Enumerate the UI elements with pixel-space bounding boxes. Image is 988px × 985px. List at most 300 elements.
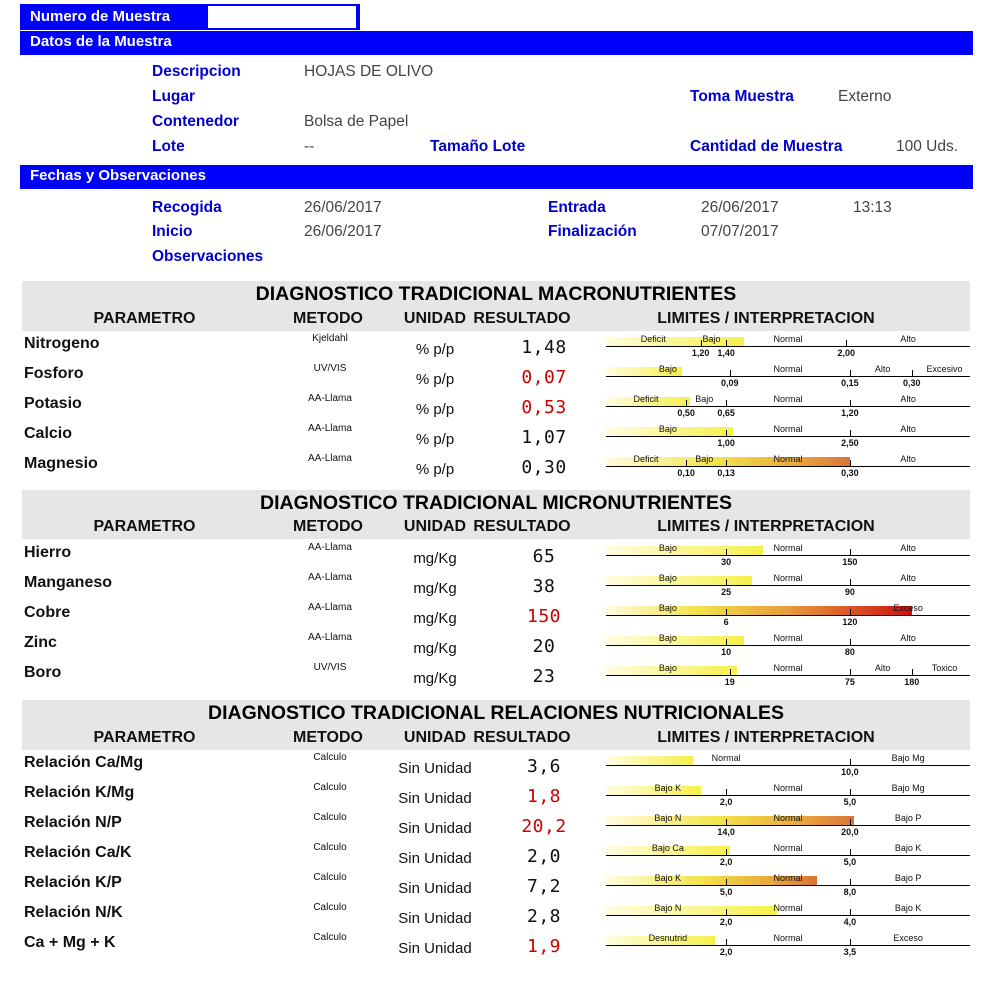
gauge-tick-value: 1,20 bbox=[841, 408, 859, 418]
gauge-zone-label: Bajo bbox=[658, 543, 677, 553]
interpretation-gauge bbox=[606, 602, 970, 632]
gauge-axis bbox=[606, 675, 970, 676]
gauge-tick bbox=[726, 460, 727, 467]
gauge-tick bbox=[850, 759, 851, 766]
cantidad-label: Cantidad de Muestra bbox=[690, 138, 843, 155]
gauge-tick bbox=[726, 819, 727, 826]
gauge-tick-value: 0,30 bbox=[902, 378, 921, 388]
toma-muestra-value: Externo bbox=[838, 88, 892, 105]
gauge-zone-label: Bajo bbox=[658, 424, 677, 434]
interpretation-gauge bbox=[606, 423, 970, 453]
parameter-name: Calcio bbox=[24, 425, 73, 442]
gauge-tick bbox=[912, 669, 913, 676]
result-value: 1,48 bbox=[521, 337, 567, 358]
table-row bbox=[0, 752, 988, 782]
unit: mg/Kg bbox=[413, 610, 457, 627]
method: UV/VIS bbox=[313, 662, 347, 673]
gauge-tick bbox=[850, 909, 851, 916]
interpretation-gauge bbox=[606, 632, 970, 662]
gauge-zone-label: Bajo bbox=[658, 663, 677, 673]
gauge-tick-value: 2,00 bbox=[837, 348, 855, 358]
table-row bbox=[0, 363, 988, 393]
gauge-axis bbox=[606, 466, 970, 467]
gauge-axis bbox=[606, 346, 970, 347]
entrada-label: Entrada bbox=[548, 199, 606, 216]
interpretation-gauge bbox=[606, 393, 970, 423]
interpretation-gauge bbox=[606, 572, 970, 602]
result-value: 0,07 bbox=[521, 367, 567, 388]
gauge-axis bbox=[606, 825, 970, 826]
gauge-zone-label: Normal bbox=[773, 633, 803, 643]
gauge-bar bbox=[606, 786, 701, 795]
gauge-zone-label: Bajo bbox=[658, 603, 677, 613]
gauge-axis bbox=[606, 885, 970, 886]
gauge-zone-label: Alto bbox=[900, 633, 916, 643]
col-metodo: METODO bbox=[293, 518, 363, 535]
unit: mg/Kg bbox=[413, 580, 457, 597]
gauge-zone-label: Alto bbox=[874, 663, 891, 673]
unit: Sin Unidad bbox=[398, 880, 472, 897]
gauge-tick-value: 6 bbox=[723, 617, 729, 627]
table-row bbox=[0, 333, 988, 363]
unit: Sin Unidad bbox=[398, 790, 472, 807]
result-value: 3,6 bbox=[526, 756, 561, 777]
gauge-zone-label: Bajo Mg bbox=[891, 783, 925, 793]
result-value: 1,07 bbox=[521, 427, 567, 448]
gauge-tick bbox=[850, 939, 851, 946]
gauge-tick-value: 0,30 bbox=[841, 468, 859, 478]
method: Calculo bbox=[313, 932, 347, 943]
gauge-tick-value: 120 bbox=[842, 617, 858, 627]
gauge-tick bbox=[850, 400, 851, 407]
parameter-name: Zinc bbox=[24, 634, 57, 651]
result-value: 20 bbox=[532, 636, 556, 657]
gauge-zone-label: Deficit bbox=[633, 454, 659, 464]
interpretation-gauge bbox=[606, 932, 970, 962]
interpretation-gauge bbox=[606, 363, 970, 393]
gauge-zone-label: Normal bbox=[773, 843, 803, 853]
method: Calculo bbox=[313, 782, 347, 793]
col-limites: LIMITES / INTERPRETACION bbox=[657, 310, 875, 327]
interpretation-gauge bbox=[606, 453, 970, 483]
unit: % p/p bbox=[415, 401, 455, 418]
dates-label: Fechas y Observaciones bbox=[30, 167, 206, 184]
gauge-tick bbox=[730, 669, 731, 676]
gauge-tick-value: 2,0 bbox=[719, 857, 733, 867]
gauge-axis bbox=[606, 406, 970, 407]
gauge-zone-label: Normal bbox=[711, 753, 741, 763]
gauge-tick-value: 30 bbox=[721, 557, 732, 567]
col-resultado: RESULTADO bbox=[473, 310, 571, 327]
gauge-bar bbox=[606, 606, 912, 615]
unit: Sin Unidad bbox=[398, 850, 472, 867]
gauge-bar bbox=[606, 337, 744, 346]
table-header bbox=[22, 726, 970, 750]
gauge-zone-label: Alto bbox=[900, 543, 916, 553]
table-header bbox=[22, 307, 970, 331]
gauge-bar bbox=[606, 756, 693, 765]
section-title: DIAGNOSTICO TRADICIONAL RELACIONES NUTRICIONALES bbox=[22, 700, 970, 726]
sample-number-label: Numero de Muestra bbox=[30, 8, 171, 25]
col-unidad: UNIDAD bbox=[403, 310, 467, 327]
parameter-name: Relación Ca/Mg bbox=[24, 754, 144, 771]
parameter-name: Manganeso bbox=[24, 574, 113, 591]
gauge-tick bbox=[726, 939, 727, 946]
gauge-tick-value: 150 bbox=[842, 557, 858, 567]
observaciones-label: Observaciones bbox=[152, 248, 264, 265]
gauge-tick-value: 0,13 bbox=[717, 468, 735, 478]
gauge-tick bbox=[726, 879, 727, 886]
gauge-tick bbox=[850, 849, 851, 856]
entrada-hora: 13:13 bbox=[853, 199, 892, 216]
table-row bbox=[0, 423, 988, 453]
gauge-axis bbox=[606, 585, 970, 586]
unit: % p/p bbox=[415, 371, 455, 388]
table-row bbox=[0, 393, 988, 423]
method: Calculo bbox=[313, 812, 347, 823]
gauge-tick bbox=[850, 879, 851, 886]
sample-number-field[interactable] bbox=[206, 4, 358, 30]
gauge-tick-value: 20,0 bbox=[841, 827, 859, 837]
gauge-tick-value: 8,0 bbox=[843, 887, 857, 897]
table-header bbox=[22, 515, 970, 539]
gauge-tick bbox=[726, 639, 727, 646]
parameter-name: Ca + Mg + K bbox=[24, 934, 116, 951]
gauge-tick bbox=[850, 430, 851, 437]
table-row bbox=[0, 632, 988, 662]
table-row bbox=[0, 872, 988, 902]
gauge-tick-value: 90 bbox=[844, 587, 855, 597]
gauge-tick-value: 1,40 bbox=[717, 348, 735, 358]
gauge-tick-value: 1,20 bbox=[691, 348, 710, 358]
gauge-tick bbox=[726, 909, 727, 916]
gauge-tick bbox=[850, 789, 851, 796]
gauge-tick-value: 1,00 bbox=[717, 438, 735, 448]
gauge-zone-label: Deficit bbox=[633, 394, 659, 404]
method: AA-Llama bbox=[308, 423, 352, 434]
gauge-zone-label: Alto bbox=[900, 454, 916, 464]
method: AA-Llama bbox=[308, 393, 352, 404]
gauge-tick-value: 0,09 bbox=[720, 378, 739, 388]
gauge-zone-label: Deficit bbox=[640, 334, 666, 344]
gauge-zone-label: Desnutrid bbox=[648, 933, 688, 943]
gauge-axis bbox=[606, 855, 970, 856]
gauge-tick bbox=[850, 669, 851, 676]
gauge-zone-label: Normal bbox=[773, 424, 803, 434]
interpretation-gauge bbox=[606, 782, 970, 812]
gauge-zone-label: Bajo bbox=[658, 364, 677, 374]
gauge-tick bbox=[726, 430, 727, 437]
col-unidad: UNIDAD bbox=[403, 518, 467, 535]
gauge-bar bbox=[606, 816, 854, 825]
col-limites: LIMITES / INTERPRETACION bbox=[657, 729, 875, 746]
result-value: 2,0 bbox=[526, 846, 561, 867]
unit: Sin Unidad bbox=[398, 760, 472, 777]
result-value: 7,2 bbox=[526, 876, 561, 897]
gauge-tick-value: 10 bbox=[721, 647, 732, 657]
gauge-tick-value: 5,0 bbox=[843, 857, 857, 867]
gauge-axis bbox=[606, 645, 970, 646]
col-parametro: PARAMETRO bbox=[93, 729, 196, 746]
gauge-tick bbox=[726, 579, 727, 586]
gauge-zone-label: Normal bbox=[773, 933, 803, 943]
result-value: 38 bbox=[532, 576, 556, 597]
gauge-tick-value: 180 bbox=[904, 677, 920, 687]
table-row bbox=[0, 932, 988, 962]
table-row bbox=[0, 572, 988, 602]
gauge-tick bbox=[846, 340, 847, 347]
gauge-axis bbox=[606, 376, 970, 377]
section-title: DIAGNOSTICO TRADICIONAL MICRONUTRIENTES bbox=[22, 490, 970, 516]
gauge-tick bbox=[686, 400, 687, 407]
gauge-zone-label: Bajo K bbox=[894, 903, 922, 913]
gauge-zone-label: Exceso bbox=[893, 933, 923, 943]
gauge-zone-label: Normal bbox=[773, 364, 803, 374]
col-unidad: UNIDAD bbox=[403, 729, 467, 746]
gauge-zone-label: Bajo K bbox=[894, 843, 922, 853]
gauge-axis bbox=[606, 795, 970, 796]
gauge-bar bbox=[606, 546, 763, 555]
tamano-lote-label: Tamaño Lote bbox=[430, 138, 526, 155]
parameter-name: Relación N/K bbox=[24, 904, 123, 921]
gauge-zone-label: Bajo N bbox=[654, 813, 682, 823]
table-row bbox=[0, 842, 988, 872]
unit: mg/Kg bbox=[413, 670, 457, 687]
gauge-zone-label: Bajo bbox=[658, 633, 677, 643]
table-row bbox=[0, 812, 988, 842]
gauge-zone-label: Bajo bbox=[695, 394, 714, 404]
gauge-zone-label: Normal bbox=[773, 394, 803, 404]
sample-data-label: Datos de la Muestra bbox=[30, 33, 172, 50]
col-limites: LIMITES / INTERPRETACION bbox=[657, 518, 875, 535]
interpretation-gauge bbox=[606, 872, 970, 902]
unit: % p/p bbox=[415, 461, 455, 478]
inicio-label: Inicio bbox=[152, 223, 193, 240]
interpretation-gauge bbox=[606, 812, 970, 842]
gauge-tick-value: 2,50 bbox=[841, 438, 859, 448]
gauge-zone-label: Bajo K bbox=[654, 783, 682, 793]
gauge-zone-label: Normal bbox=[773, 334, 803, 344]
gauge-zone-label: Bajo bbox=[658, 573, 677, 583]
col-resultado: RESULTADO bbox=[473, 729, 571, 746]
gauge-tick-value: 2,0 bbox=[719, 917, 733, 927]
unit: % p/p bbox=[415, 341, 455, 358]
method: Calculo bbox=[313, 842, 347, 853]
gauge-tick bbox=[726, 609, 727, 616]
result-value: 0,53 bbox=[521, 397, 567, 418]
gauge-zone-label: Bajo P bbox=[894, 873, 922, 883]
table-row bbox=[0, 453, 988, 483]
contenedor-label: Contenedor bbox=[152, 113, 239, 130]
gauge-tick-value: 3,5 bbox=[843, 947, 857, 957]
gauge-tick-value: 25 bbox=[721, 587, 732, 597]
gauge-tick-value: 4,0 bbox=[843, 917, 857, 927]
table-row bbox=[0, 902, 988, 932]
gauge-tick-value: 10,0 bbox=[841, 767, 859, 777]
gauge-tick bbox=[701, 340, 702, 347]
gauge-tick-value: 0,50 bbox=[677, 408, 695, 418]
section-title: DIAGNOSTICO TRADICIONAL MACRONUTRIENTES bbox=[22, 281, 970, 307]
gauge-axis bbox=[606, 945, 970, 946]
parameter-name: Cobre bbox=[24, 604, 71, 621]
sample-data-bar bbox=[20, 31, 973, 55]
unit: mg/Kg bbox=[413, 640, 457, 657]
unit: Sin Unidad bbox=[398, 910, 472, 927]
lote-label: Lote bbox=[152, 138, 185, 155]
gauge-tick bbox=[850, 819, 851, 826]
lote-value: -- bbox=[304, 138, 315, 155]
gauge-tick bbox=[850, 460, 851, 467]
gauge-zone-label: Normal bbox=[773, 903, 803, 913]
table-row bbox=[0, 602, 988, 632]
parameter-name: Relación N/P bbox=[24, 814, 122, 831]
gauge-tick-value: 75 bbox=[844, 677, 855, 687]
parameter-name: Hierro bbox=[24, 544, 72, 561]
result-value: 0,30 bbox=[521, 457, 567, 478]
gauge-zone-label: Normal bbox=[773, 783, 803, 793]
method: AA-Llama bbox=[308, 542, 352, 553]
col-metodo: METODO bbox=[293, 729, 363, 746]
gauge-tick-value: 14,0 bbox=[717, 827, 735, 837]
gauge-zone-label: Bajo K bbox=[654, 873, 682, 883]
gauge-axis bbox=[606, 915, 970, 916]
parameter-name: Fosforo bbox=[24, 365, 84, 382]
interpretation-gauge bbox=[606, 902, 970, 932]
result-value: 150 bbox=[526, 606, 561, 627]
dates-bar bbox=[20, 165, 973, 189]
method: AA-Llama bbox=[308, 632, 352, 643]
descripcion-label: Descripcion bbox=[152, 63, 241, 80]
gauge-tick bbox=[726, 849, 727, 856]
col-metodo: METODO bbox=[293, 310, 363, 327]
table-row bbox=[0, 662, 988, 692]
col-parametro: PARAMETRO bbox=[93, 310, 196, 327]
method: AA-Llama bbox=[308, 602, 352, 613]
toma-muestra-label: Toma Muestra bbox=[690, 88, 794, 105]
gauge-tick bbox=[850, 579, 851, 586]
unit: mg/Kg bbox=[413, 550, 457, 567]
gauge-zone-label: Exceso bbox=[893, 603, 923, 613]
gauge-zone-label: Alto bbox=[874, 364, 891, 374]
gauge-tick bbox=[726, 549, 727, 556]
parameter-name: Magnesio bbox=[24, 455, 98, 472]
gauge-tick-value: 2,0 bbox=[719, 797, 733, 807]
parameter-name: Nitrogeno bbox=[24, 335, 100, 352]
gauge-axis bbox=[606, 555, 970, 556]
gauge-tick bbox=[850, 549, 851, 556]
gauge-zone-label: Normal bbox=[773, 454, 803, 464]
interpretation-gauge bbox=[606, 333, 970, 363]
method: Calculo bbox=[313, 752, 347, 763]
parameter-name: Boro bbox=[24, 664, 62, 681]
gauge-bar bbox=[606, 576, 752, 585]
gauge-zone-label: Normal bbox=[773, 543, 803, 553]
method: AA-Llama bbox=[308, 453, 352, 464]
method: Calculo bbox=[313, 902, 347, 913]
lugar-label: Lugar bbox=[152, 88, 196, 105]
interpretation-gauge bbox=[606, 752, 970, 782]
gauge-tick bbox=[726, 340, 727, 347]
entrada-value: 26/06/2017 bbox=[701, 199, 779, 216]
cantidad-value: 100 Uds. bbox=[896, 138, 959, 155]
gauge-zone-label: Alto bbox=[900, 334, 916, 344]
gauge-tick bbox=[726, 400, 727, 407]
gauge-tick-value: 5,0 bbox=[719, 887, 733, 897]
col-parametro: PARAMETRO bbox=[93, 518, 196, 535]
gauge-tick-value: 80 bbox=[844, 647, 855, 657]
parameter-name: Potasio bbox=[24, 395, 82, 412]
unit: Sin Unidad bbox=[398, 940, 472, 957]
gauge-tick bbox=[850, 609, 851, 616]
gauge-tick bbox=[726, 789, 727, 796]
gauge-zone-label: Bajo bbox=[702, 334, 721, 344]
col-resultado: RESULTADO bbox=[473, 518, 571, 535]
gauge-tick-value: 5,0 bbox=[843, 797, 857, 807]
result-value: 20,2 bbox=[521, 816, 567, 837]
table-row bbox=[0, 542, 988, 572]
gauge-zone-label: Normal bbox=[773, 573, 803, 583]
gauge-zone-label: Bajo bbox=[695, 454, 714, 464]
finalizacion-label: Finalización bbox=[548, 223, 637, 240]
gauge-zone-label: Normal bbox=[773, 663, 803, 673]
gauge-tick bbox=[850, 639, 851, 646]
interpretation-gauge bbox=[606, 542, 970, 572]
recogida-label: Recogida bbox=[152, 199, 222, 216]
gauge-tick-value: 19 bbox=[724, 677, 735, 687]
gauge-zone-label: Bajo N bbox=[654, 903, 682, 913]
finalizacion-value: 07/07/2017 bbox=[701, 223, 779, 240]
gauge-tick-value: 0,15 bbox=[841, 378, 859, 388]
unit: % p/p bbox=[415, 431, 455, 448]
method: Calculo bbox=[313, 872, 347, 883]
gauge-zone-label: Bajo P bbox=[894, 813, 922, 823]
method: UV/VIS bbox=[313, 363, 347, 374]
unit: Sin Unidad bbox=[398, 820, 472, 837]
gauge-bar bbox=[606, 906, 777, 915]
gauge-zone-label: Normal bbox=[773, 873, 803, 883]
result-value: 23 bbox=[532, 666, 556, 687]
gauge-zone-label: Toxico bbox=[931, 663, 958, 673]
gauge-zone-label: Excesivo bbox=[926, 364, 963, 374]
gauge-axis bbox=[606, 615, 970, 616]
result-value: 1,9 bbox=[526, 936, 561, 957]
gauge-zone-label: Bajo Ca bbox=[651, 843, 684, 853]
gauge-zone-label: Alto bbox=[900, 394, 916, 404]
table-row bbox=[0, 782, 988, 812]
method: AA-Llama bbox=[308, 572, 352, 583]
result-value: 65 bbox=[532, 546, 556, 567]
gauge-zone-label: Alto bbox=[900, 424, 916, 434]
gauge-tick-value: 2,0 bbox=[719, 947, 733, 957]
gauge-tick-value: 0,65 bbox=[717, 408, 735, 418]
parameter-name: Relación Ca/K bbox=[24, 844, 132, 861]
gauge-axis bbox=[606, 436, 970, 437]
inicio-value: 26/06/2017 bbox=[304, 223, 382, 240]
parameter-name: Relación K/Mg bbox=[24, 784, 135, 801]
interpretation-gauge bbox=[606, 662, 970, 692]
gauge-tick-value: 0,10 bbox=[677, 468, 695, 478]
gauge-axis bbox=[606, 765, 970, 766]
method: Kjeldahl bbox=[312, 333, 348, 344]
gauge-zone-label: Normal bbox=[773, 813, 803, 823]
gauge-zone-label: Bajo Mg bbox=[891, 753, 925, 763]
parameter-name: Relación K/P bbox=[24, 874, 122, 891]
gauge-tick bbox=[912, 370, 913, 377]
contenedor-value: Bolsa de Papel bbox=[304, 113, 409, 130]
recogida-value: 26/06/2017 bbox=[304, 199, 382, 216]
gauge-zone-label: Alto bbox=[900, 573, 916, 583]
result-value: 2,8 bbox=[526, 906, 561, 927]
